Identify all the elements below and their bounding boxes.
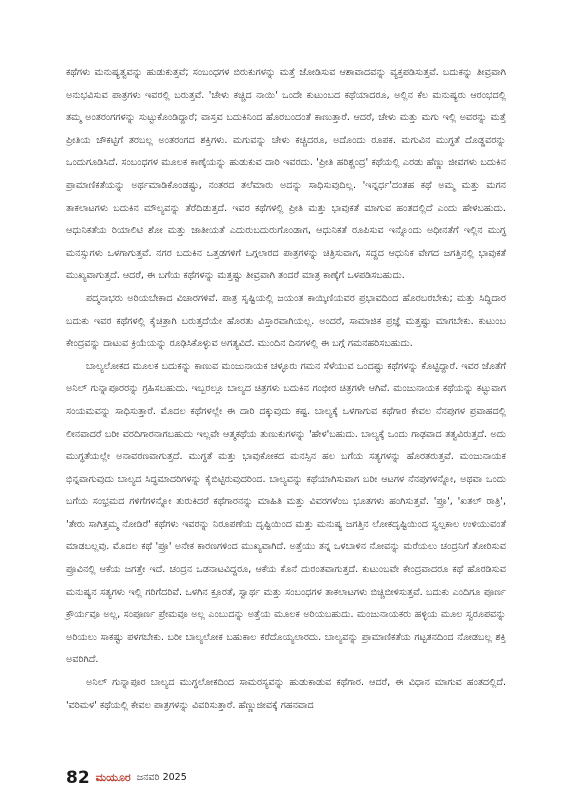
paragraph-3: ಬಾಲ್ಯಲೋಕದ ಮೂಲಕ ಬದುಕನ್ನು ಕಾಣುವ ಮಂಜುನಾಯಕ ಚಳ್ಳೂರು ಗಮನ ಸೆಳೆಯುವ ಒಂದಷ್ಟು ಕಥೆಗಳನ್ನು ಕೊಟ್ಟಿದ್ದಾರೆ. ಇವರ ಜೊತೆಗೆ ಅನಿಲ್ ಗುನ್ನಾಪೂರರನ್ನು ಗ್ರಹಿಸಬಹುದು. ಇಬ್ಬರಲ್ಲೂ ಬಾಲ್ಯದ ಚಿತ್ರಗಳು ಬದುಕಿನ ಗಂಭೀರ ಚಿತ್ರಗಳೇ ಆಗಿವೆ. ಮಂಜುನಾಯಕ ಕಥೆಯನ್ನು ಕಟ್ಟುವಾಗ ಸಂಯಮವನ್ನು ಸಾಧಿಸುತ್ತಾರೆ. ಮೊದಲ ಕಥೆಗಳಲ್ಲೇ ಈ ದಾರಿ ದಕ್ಕುವುದು ಕಷ್ಟ. ಬಾಲ್ಯಕ್ಕೆ ಒಳಗಾಗುವ ಕಥೆಗಾರ ಕೇವಲ ನೆನಪುಗಳ ಪ್ರವಾಹದಲ್ಲಿ ಲೀನವಾದರೆ ಬರೀ ವರದಿಗಾರನಾಗಬಹುದು ಇಲ್ಲವೇ ಆತ್ಮಕಥೆಯ ತುಣುಕುಗಳನ್ನು 'ಹೇಳ'ಬಹುದು. ಬಾಲ್ಯಕ್ಕೆ ಒಂದು ಗಾಢವಾದ ತತ್ವವಿರುತ್ತದೆ. ಅದು ಮುಗ್ಧತೆಯಲ್ಲೇ ಅನಾವರಣವಾಗುತ್ತದೆ. ಮುಗ್ಧತೆ ಮತ್ತು ಭಾವುಕೋಕದ ಮನಸ್ಸಿನ ಹಲ ಬಗೆಯ ಸತ್ಯಗಳನ್ನು ಹೊರತರುತ್ತವೆ. ಮಂಜುನಾಯಕ ಭಿನ್ನವಾಗುವುದು ಬಾಲ್ಯದ ಸಿದ್ಧಮಾದರಿಗಳನ್ನು ಕೈಬಿಟ್ಟಿರುವುದರಿಂದ. ಬಾಲ್ಯವನ್ನು ಕಥೆಯಾಗಿಸುವಾಗ ಬರೀ ಆಟಗಳ ನೆನಪುಗಳನ್ನೋ, ಅಥವಾ ಒಂದು ಬಗೆಯ ಸಂಭ್ರಮದ ಗಳಿಗೆಗಳನ್ನೋ ತುರುಕಿದರೆ ಕಥೆಗಾರನನ್ನು ಮಾಹಿತಿ ಮತ್ತು ವಿವರಗಳೆಂಬ ಭೂತಗಳು ಹಂಗಿಸುತ್ತವೆ. 'ಪ್ರೂ', 'ಖತಲ್ ರಾತ್ರಿ', 'ತೇರು ಸಾಗಿತ್ತಮ್ಮ ನೋಡಿರೆ' ಕಥೆಗಳು ಇವರನ್ನು ನಿರೂಪಣೆಯ ದೃಷ್ಟಿಯಿಂದ ಮತ್ತು ಮನುಷ್ಯ ಜಗತ್ತಿನ ಲೋಕದೃಷ್ಟಿಯಿಂದ ಸ್ವಲ್ಪಕಾಲ ಉಳಿಯುವಂತೆ ಮಾಡಬಲ್ಲವು. ಮೊದಲ ಕಥೆ 'ಪ್ರೂ' ಅನೇಕ ಕಾರಣಗಳಿಂದ ಮುಖ್ಯವಾಗಿದೆ. ಅತ್ತೆಯು ತನ್ನ ಒಳಬಾಳಿನ ನೋವನ್ನು ಮರೆಯಲು ಚಂದ್ರನಿಗೆ ತೋರಿಸುವ ಪ್ರೂವಿನಲ್ಲಿ ಆಕೆಯ ಜಗತ್ತೇ ಇದೆ. ಚಂದ್ರನ ಒಡನಾಟವಿದ್ದರೂ, ಆಕೆಯ ಕೊನೆ ದುರಂತವಾಗುತ್ತದೆ. ಕುಟುಂಬವೇ ಕೇಂದ್ರವಾದರೂ ಕಥೆ ಹೊರಡಿಸುವ ಮನುಷ್ಯನ ಸತ್ಯಗಳು ಇಲ್ಲಿ ಗರಿಗೆದರಿವೆ. ಒಳಗಿನ ಕ್ರೂರತೆ, ಸ್ವಾರ್ಥ ಮತ್ತು ಸಂಬಂಧಗಳ ತಾಕಲಾಟಗಳು ಬಿಚ್ಚಿಬೀಳಿಸುತ್ತವೆ. ಬದುಕು ಎಂದಿಗೂ ಪೂರ್ಣ ಕ್ರೌರ್ಯವೂ ಅಲ್ಲ, ಸಂಪೂರ್ಣ ಪ್ರೇಮವೂ ಅಲ್ಲ ಎಂಬುದನ್ನು ಅತ್ತೆಯ ಮೂಲಕ ಅರಿಯಬಹುದು. ಮಂಜುನಾಯಕರು ಹಳ್ಳಿಯ ಮೂಲ ಸ್ವರೂಪವನ್ನು ಅರಿಯಲು ಸಾಕಷ್ಟು ಪಳಗಬೇಕು. ಬರೀ ಬಾಲ್ಯಲೋಕ ಬಹುಕಾಲ ಕರೆದೊಯ್ಯಲಾರದು. ಬಾಲ್ಯವನ್ನು ಪ್ರಾಮಾಣಿಕತೆಯ ಗಟ್ಟತನದಿಂದ ನೋಡಬಲ್ಲ ಶಕ್ತಿ ಅವರಿಗಿದೆ. <box>66 360 506 666</box>
paragraph-2: ಪದ್ಮನಾಭರು ಅರಿಯಬೇಕಾದ ವಿಚಾರಗಳಿವೆ. ಪಾತ್ರ ಸೃಷ್ಟಿಯಲ್ಲಿ ಜಯಂತ ಕಾಯ್ಕಿಣಿಯವರ ಪ್ರಭಾವದಿಂದ ಹೊರಬರಬೇಕು; ಮತ್ತು ಸಿದ್ಧಿದಾರ ಬದುಕು ಇವರ ಕಥೆಗಳಲ್ಲಿ ಕೈಚಿತ್ರಾಗಿ ಬರುತ್ತದೆಯೇ ಹೊರತು ವಿಸ್ತಾರವಾಗಿಯಲ್ಲ. ಅಂದರೆ, ಸಾಮಾಜಿಕ ಪ್ರಜ್ಞೆ ಮತ್ತಷ್ಟು ಮಾಗಬೇಕು. ಕುಟುಂಬ ಕೇಂದ್ರವನ್ನು ದಾಟುವ ಕ್ರಿಯೆಯನ್ನು ರೂಢಿಸಿಕೊಳ್ಳುವ ಅಗತ್ಯವಿದೆ. ಮುಂದಿನ ದಿನಗಳಲ್ಲಿ ಈ ಬಗ್ಗೆ ಗಮನಹರಿಸಬಹುದು. <box>66 292 506 350</box>
magazine-logo: ಮಯೂರ <box>95 771 131 784</box>
page-footer <box>66 768 187 788</box>
article-body <box>66 62 506 717</box>
paragraph-1: ಕಥೆಗಳು ಮನುಷ್ಯತ್ವವನ್ನು ಹುಡುಕುತ್ತವೆ; ಸಂಬಂಧಗಳ ಬಿರುಕುಗಳನ್ನು ಮತ್ತೆ ಜೋಡಿಸುವ ಆಶಾವಾದವನ್ನು ವ್ಯಕ್ತಪಡಿಸುತ್ತವೆ. ಬದುಕನ್ನು ತೀವ್ರವಾಗಿ ಅನುಭವಿಸುವ ಪಾತ್ರಗಳು ಇವರಲ್ಲಿ ಬರುತ್ತವೆ. 'ಚೇಳು ಕಚ್ಚಿದ ನಾಯಿ' ಒಂದೇ ಕುಟುಂಬದ ಕಥೆಯಾದರೂ, ಅಲ್ಲಿನ ಕೆಲ ಮನುಷ್ಯರು ಆರಂಭದಲ್ಲಿ ತಮ್ಮ ಅಂತರಂಗಗಳನ್ನು ಸುಟ್ಟುಕೊಂಡಿದ್ದಾರೆ; ವಾಸ್ತವ ಬದುಕಿನಿಂದ ಹೊರಬಂದಂತೆ ಕಾಣುತ್ತಾರೆ. ಆದರೆ, ಚೇಳು ಮತ್ತು ಮಗು ಇಲ್ಲಿ ಅವರನ್ನು ಮತ್ತೆ ಪ್ರೀತಿಯ ಚೌಕಟ್ಟಿಗೆ ತರಬಲ್ಲ ಅಂತರಂಗದ ಶಕ್ತಿಗಳು. ಮಗುವನ್ನು ಚೇಳು ಕಚ್ಚಿದರೂ, ಅದೊಂದು ರೂಪಕ. ಮಗುವಿನ ಮುಗ್ಧತೆ ದೊಡ್ಡವರನ್ನು ಒಂದುಗೂಡಿಸಿದೆ. ಸಂಬಂಧಗಳ ಮೂಲಕ ಕಾಣ್ಕೆಯನ್ನು ಹುಡುಕುವ ದಾರಿ ಇವರದು. 'ಪ್ರೀತಿ ಹರಿಶ್ಚಂದ್ರ' ಕಥೆಯಲ್ಲಿ ಎರಡು ಹೆಣ್ಣು ಜೀವಗಳು ಬದುಕಿನ ಪ್ರಾಮಾಣಿಕತೆಯನ್ನು ಅರ್ಥಮಾಡಿಕೊಂಡಷ್ಟು, ನಂತರದ ತಲೆಮಾರು ಅದನ್ನು ಸಾಧಿಸುವುದಿಲ್ಲ. 'ಇನ್ನರ್ಧ'ದಂತಹ ಕಥೆ ಅಮ್ಮ ಮತ್ತು ಮಗನ ತಾಕಲಾಟಗಳು ಬದುಕಿನ ಮೌಲ್ಯವನ್ನು ತೆರೆದಿಡುತ್ತದೆ. ಇವರ ಕಥೆಗಳಲ್ಲಿ ಪ್ರೀತಿ ಮತ್ತು ಭಾವುಕತೆ ಮಾಗುವ ಹಂತದಲ್ಲಿದೆ ಎಂದು ಹೇಳಬಹುದು. ಆಧುನಿಕತೆಯ ರಿಯಾಲಿಟಿ ಶೋ ಮತ್ತು ಜಾತೀಯತೆ ಎದುರುಬದುರುಗೊಂಡಾಗ, ಆಧುನಿಕತೆ ರೂಪಿಸುವ ಇನ್ನೊಂದು ಅಧೀನತೆಗೆ ಇಲ್ಲಿನ ಮುಗ್ಧ ಮನಸ್ಸುಗಳು ಒಳಗಾಗುತ್ತವೆ. ನಗರ ಬದುಕಿನ ಒತ್ತಡಗಳಿಗೆ ಒಗ್ಗಲಾರದ ಪಾತ್ರಗಳನ್ನು ಚಿತ್ರಿಸುವಾಗ, ಸದ್ದದ ಆಧುನಿಕ ವೇಗದ ಜಗತ್ತಿನಲ್ಲಿ ಭಾವುಕತೆ ಮುಖ್ಯವಾಗುತ್ತದೆ. ಆದರೆ, ಈ ಬಗೆಯ ಕಥೆಗಳನ್ನು ಮತ್ತಷ್ಟು ತೀವ್ರವಾಗಿ ತಂದರೆ ಮಾತ್ರ ಕಾಣ್ಕೆಗೆ ಒಳಪಡಿಸಬಹುದು. <box>66 67 506 282</box>
paragraph-4: ಅನಿಲ್ ಗುನ್ನಾಪೂರ ಬಾಲ್ಯದ ಮುಗ್ಧಲೋಕದಿಂದ ಸಾಮರಸ್ಯವನ್ನು ಹುಡುಕಾಡುವ ಕಥೆಗಾರ. ಆದರೆ, ಈ ವಿಧಾನ ಮಾಗುವ ಹಂತದಲ್ಲಿದೆ. 'ವರಿಮಳ' ಕಥೆಯಲ್ಲಿ ಕೇವಲ ಪಾತ್ರಗಳನ್ನು ವಿವರಿಸುತ್ತಾರೆ. ಹೆಣ್ಣುಜೀವಕ್ಕೆ ಗಹನವಾದ <box>66 677 506 711</box>
issue-date: ಜನವರಿ 2025 <box>136 772 187 783</box>
page-number: 82 <box>66 767 90 788</box>
